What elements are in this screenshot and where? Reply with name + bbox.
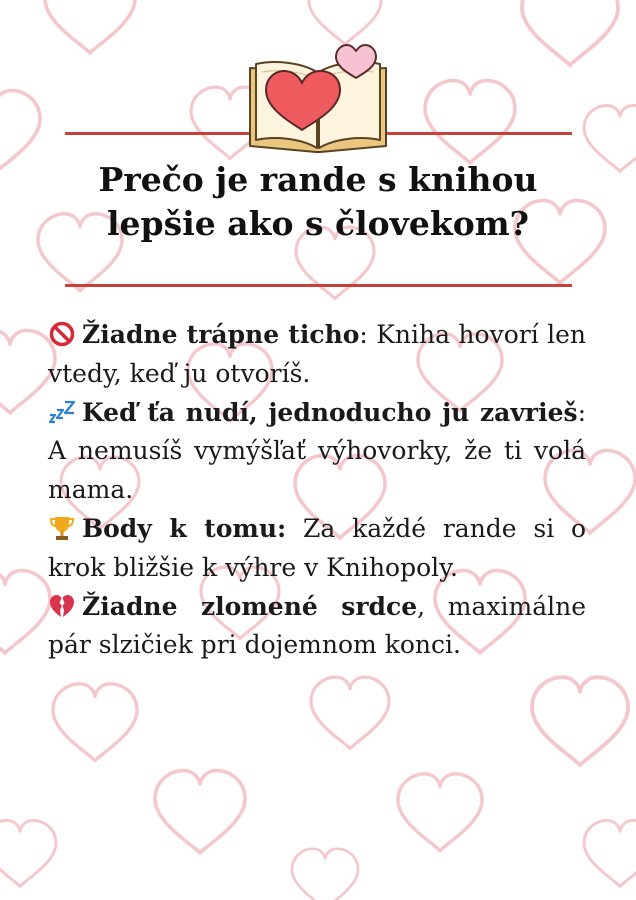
item-separator: , (417, 591, 426, 621)
sleeping-zzz-icon (48, 398, 76, 426)
list-item (48, 510, 586, 588)
item-heading: Žiadne zlomené srdce (82, 591, 418, 621)
prohibited-icon (48, 320, 76, 348)
bottom-divider (65, 284, 572, 287)
item-text: Kniha hovorí len vtedy, keď ju otvoríš. (48, 320, 586, 388)
list-item (48, 588, 586, 666)
item-text: maximálne pár slzičiek pri dojemnom konci. (48, 591, 586, 660)
item-heading: Keď ťa nudí, jednoducho ju zavrieš (82, 397, 578, 427)
broken-heart-icon (48, 592, 76, 620)
title-line-2: lepšie ako s človekom? (107, 204, 529, 243)
item-text: A nemusíš vymýšľať výhovorky, že ti volá mama. (48, 436, 586, 505)
item-heading: Žiadne trápne ticho (82, 320, 360, 349)
trophy-icon (48, 514, 76, 542)
item-heading: Body k tomu: (82, 513, 287, 543)
reasons-list (48, 316, 586, 665)
book-with-hearts-icon (244, 38, 392, 156)
list-item (48, 316, 586, 394)
list-item (48, 394, 586, 510)
page-title (70, 158, 566, 246)
item-separator: : (577, 397, 586, 427)
item-separator: : (359, 320, 368, 349)
title-line-1: Prečo je rande s knihou (98, 160, 538, 199)
item-text: Za každé rande si o krok bližšie k výhre v Knihopoly. (48, 513, 587, 582)
